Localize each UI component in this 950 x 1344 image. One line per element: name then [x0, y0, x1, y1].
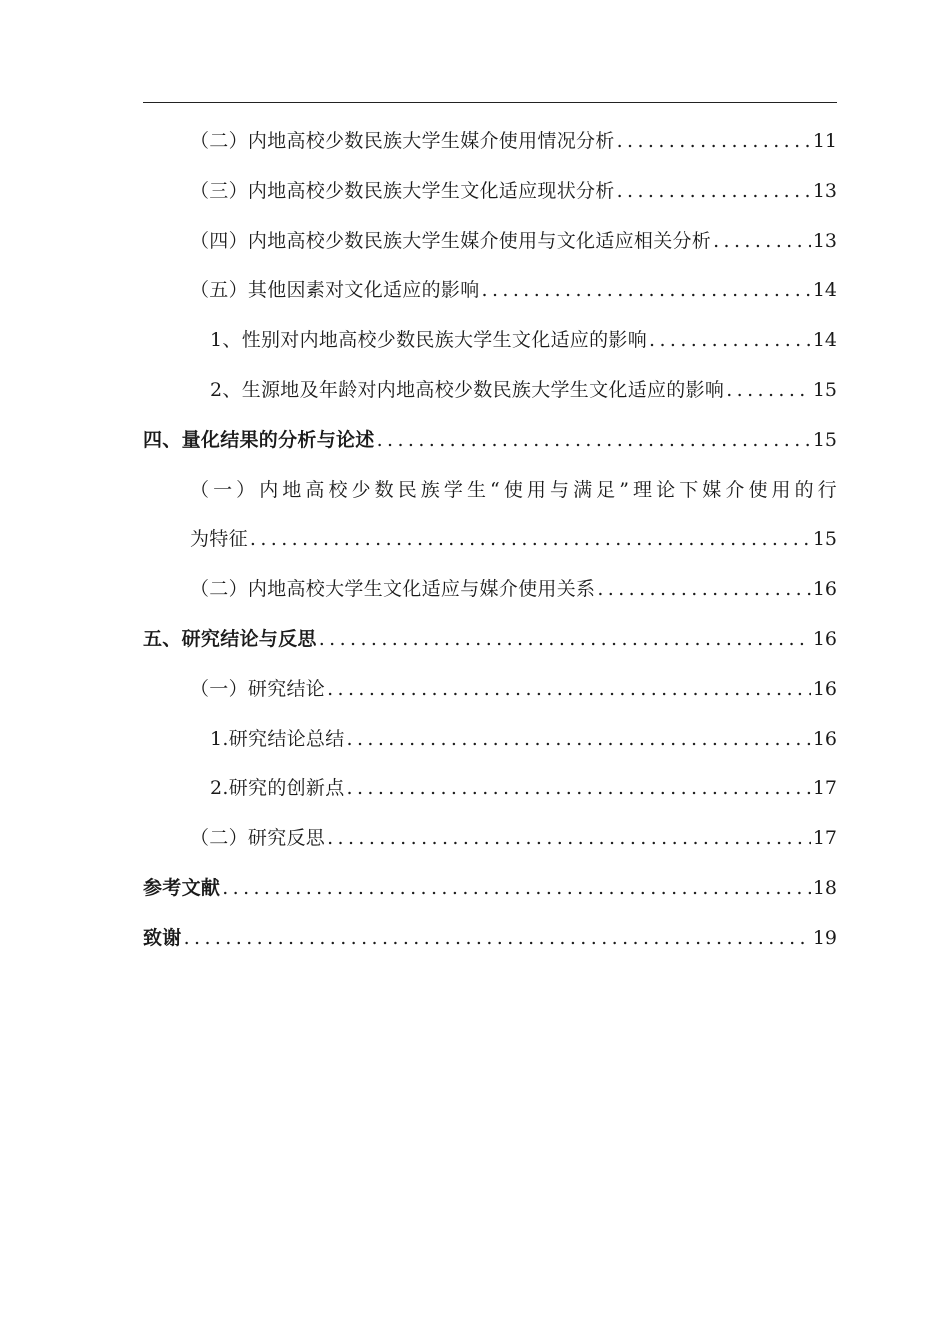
table-of-contents: [0, 117, 950, 964]
dot-leader: [480, 266, 811, 316]
toc-entry-page: 15: [812, 428, 837, 451]
dot-leader: [248, 515, 811, 565]
toc-entry-title: （二）内地高校大学生文化适应与媒介使用关系: [190, 578, 596, 601]
toc-entry-title: （三）内地高校少数民族大学生文化适应现状分析: [190, 179, 615, 202]
dot-leader: [615, 167, 811, 217]
toc-entry-title: （二）内地高校少数民族大学生媒介使用情况分析: [190, 130, 615, 152]
toc-entry-page: 13: [812, 179, 837, 202]
dot-leader: [711, 217, 811, 267]
toc-entry-page: 18: [812, 876, 837, 899]
toc-entry-title: 2.研究的创新点: [210, 777, 345, 800]
toc-entry: [0, 316, 950, 366]
toc-entry-page: 15: [812, 528, 837, 551]
toc-entry-title: 五、研究结论与反思: [143, 627, 317, 650]
toc-entry-title: （五）其他因素对文化适应的影响: [190, 279, 480, 302]
toc-entry-page: 16: [812, 727, 837, 750]
dot-leader: [724, 366, 811, 416]
dot-leader: [220, 864, 811, 914]
dot-leader: [647, 316, 811, 366]
toc-entry-title: 1.研究结论总结: [210, 727, 345, 750]
dot-leader: [325, 665, 811, 715]
toc-entry-page: 16: [812, 677, 837, 700]
toc-entry: [0, 266, 950, 316]
dot-leader: [595, 565, 811, 615]
toc-entry-title-line1: （一）内地高校少数民族学生“使用与满足”理论下媒介使用的行: [190, 478, 837, 501]
dot-leader: [375, 416, 811, 466]
dot-leader: [345, 764, 811, 814]
toc-entry-page: 13: [812, 229, 837, 252]
dot-leader: [182, 914, 811, 964]
toc-entry-page: 14: [812, 279, 837, 302]
toc-entry: [0, 615, 950, 665]
toc-entry: [0, 565, 950, 615]
dot-leader: [325, 814, 811, 864]
toc-entry: [0, 366, 950, 416]
dot-leader: [345, 715, 811, 765]
toc-entry: [0, 864, 950, 914]
toc-entry-title: （一）研究结论: [190, 677, 326, 700]
toc-entry: [0, 715, 950, 765]
toc-entry-title: （二）研究反思: [190, 827, 326, 850]
toc-entry-page: 17: [812, 777, 837, 800]
toc-entry: [0, 814, 950, 864]
toc-entry-page: 11: [812, 130, 837, 152]
toc-entry: [0, 416, 950, 466]
header-rule: [143, 102, 837, 103]
toc-entry-page: 19: [812, 926, 837, 949]
toc-entry: [0, 117, 950, 167]
toc-entry-title: 致谢: [143, 926, 182, 949]
toc-entry-wrapped-line: [0, 466, 950, 516]
dot-leader: [317, 615, 811, 665]
toc-entry: [0, 914, 950, 964]
toc-entry-page: 15: [812, 378, 837, 401]
toc-entry: [0, 217, 950, 267]
toc-entry-title: 四、量化结果的分析与论述: [143, 428, 375, 451]
toc-entry-page: 17: [812, 827, 837, 850]
toc-entry-page: 16: [812, 627, 837, 650]
toc-entry-title: 1、性别对内地高校少数民族大学生文化适应的影响: [210, 329, 647, 352]
dot-leader: [615, 117, 811, 167]
toc-entry-title: 2、生源地及年龄对内地高校少数民族大学生文化适应的影响: [210, 378, 725, 401]
toc-entry: [0, 167, 950, 217]
toc-entry-page: 14: [812, 329, 837, 352]
toc-entry-title: （四）内地高校少数民族大学生媒介使用与文化适应相关分析: [190, 229, 712, 252]
toc-entry: [0, 764, 950, 814]
toc-entry-page: 16: [812, 578, 837, 601]
toc-entry-title: 为特征: [190, 528, 248, 551]
toc-entry: [0, 515, 950, 565]
toc-entry-title: 参考文献: [143, 876, 221, 899]
toc-entry: [0, 665, 950, 715]
